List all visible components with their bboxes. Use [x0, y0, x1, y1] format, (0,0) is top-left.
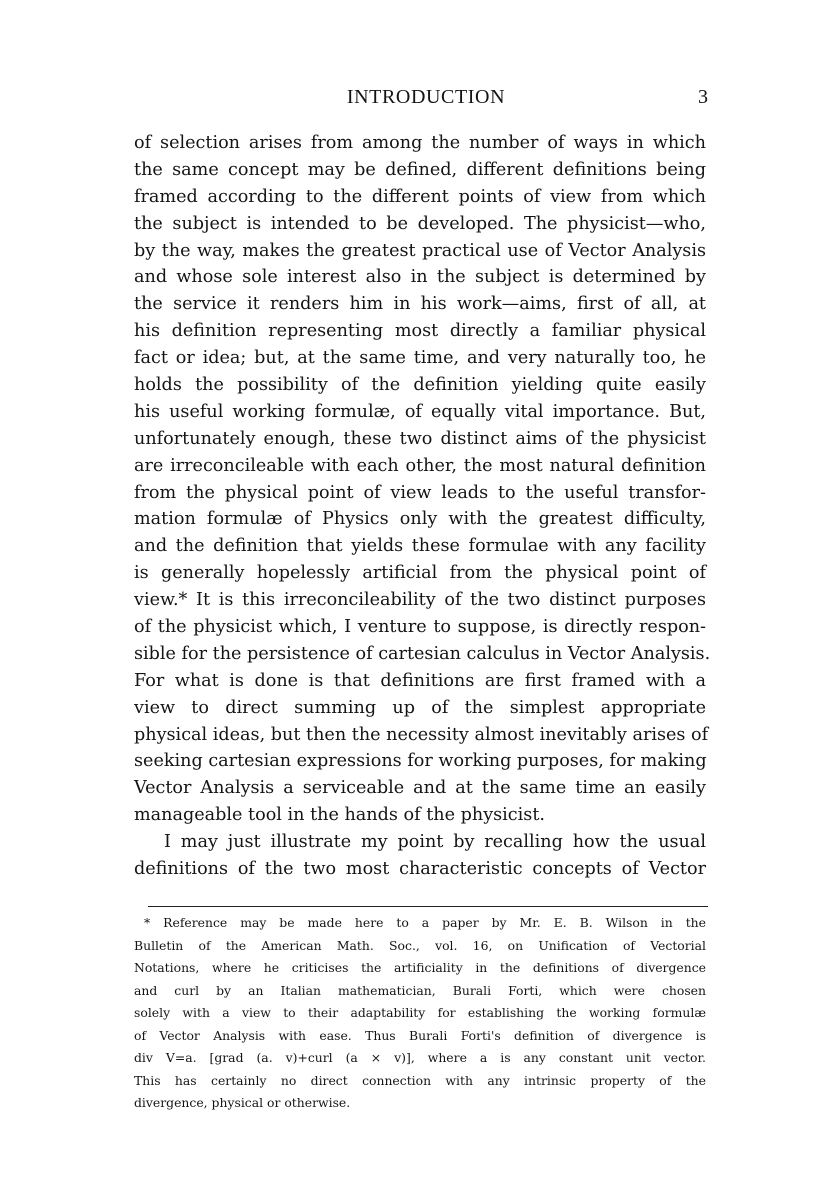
body-line: are irreconcileable with each other, the most natural definition	[134, 455, 706, 476]
body-line: the same concept may be defined, different definitions being	[134, 159, 706, 180]
body-line: seeking cartesian expressions for working purposes, for making	[134, 751, 707, 772]
body-line: view to direct summing up of the simplest appropriate	[134, 697, 706, 718]
running-header	[0, 84, 840, 114]
body-line: framed according to the different points of view from which	[134, 186, 706, 207]
body-line: his useful working formulæ, of equally vital importance. But,	[134, 401, 706, 422]
footnote-line: * Reference may be made here to a paper by Mr. E. B. Wilson in the	[144, 915, 706, 930]
footnote-line: and curl by an Italian mathematician, Burali Forti, which were chosen	[134, 982, 706, 998]
footnote	[134, 912, 706, 1115]
body-line: unfortunately enough, these two distinct aims of the physicist	[134, 428, 706, 449]
footnote-line: solely with a view to their adaptability for establishing the working formulæ	[134, 1005, 706, 1020]
body-line: Vector Analysis a serviceable and at the same time an easily	[134, 778, 706, 799]
body-line: of selection arises from among the number of ways in which	[134, 133, 706, 153]
footnote-line: This has certainly no direct connection with any intrinsic property of the	[134, 1072, 706, 1088]
body-line: mation formulæ of Physics only with the greatest difficulty,	[134, 509, 706, 530]
footnote-line: div V=a. [grad (a. v)+curl (a × v)], where a is any constant unit vector.	[134, 1050, 706, 1065]
body-text	[134, 130, 711, 883]
body-line: the subject is intended to be developed. The physicist—who,	[134, 213, 706, 234]
body-line: from the physical point of view leads to the useful transfor-	[134, 482, 706, 503]
body-line: holds the possibility of the definition yielding quite easily	[134, 375, 706, 396]
body-line: and whose sole interest also in the subject is determined by	[134, 267, 706, 288]
footnote-line: Notations, where he criticises the artificiality in the definitions of divergence	[134, 960, 706, 975]
body-line: and the definition that yields these formulae with any facility	[134, 536, 706, 557]
footnote-line: of Vector Analysis with ease. Thus Burali Forti's definition of divergence is	[134, 1027, 706, 1043]
body-line: the service it renders him in his work—aims, first of all, at	[134, 294, 706, 315]
body-line: fact or idea; but, at the same time, and very naturally too, he	[134, 348, 706, 369]
page-number: 3	[698, 86, 708, 108]
footnote-line: divergence, physical or otherwise.	[134, 1095, 351, 1110]
footnote-divider	[148, 906, 708, 907]
body-line: For what is done is that definitions are first framed with a	[134, 670, 706, 691]
body-line: I may just illustrate my point by recalling how the usual	[164, 832, 706, 853]
footnote-line: Bulletin of the American Math. Soc., vol. 16, on Unification of Vectorial	[134, 937, 706, 953]
running-title: INTRODUCTION	[346, 86, 506, 108]
body-line: his definition representing most directly a familiar physical	[134, 321, 706, 342]
body-line: sible for the persistence of cartesian calculus in Vector Analysis.	[134, 643, 711, 664]
body-line: view.* It is this irreconcileability of the two distinct purposes	[134, 590, 706, 611]
body-line: by the way, makes the greatest practical use of Vector Analysis	[134, 240, 706, 261]
body-line: definitions of the two most characteristic concepts of Vector	[134, 859, 706, 880]
body-line: of the physicist which, I venture to suppose, is directly respon-	[134, 617, 706, 638]
body-line: manageable tool in the hands of the physicist.	[134, 805, 545, 826]
body-line: is generally hopelessly artificial from the physical point of	[134, 563, 706, 584]
body-line: physical ideas, but then the necessity almost inevitably arises of	[134, 724, 709, 745]
